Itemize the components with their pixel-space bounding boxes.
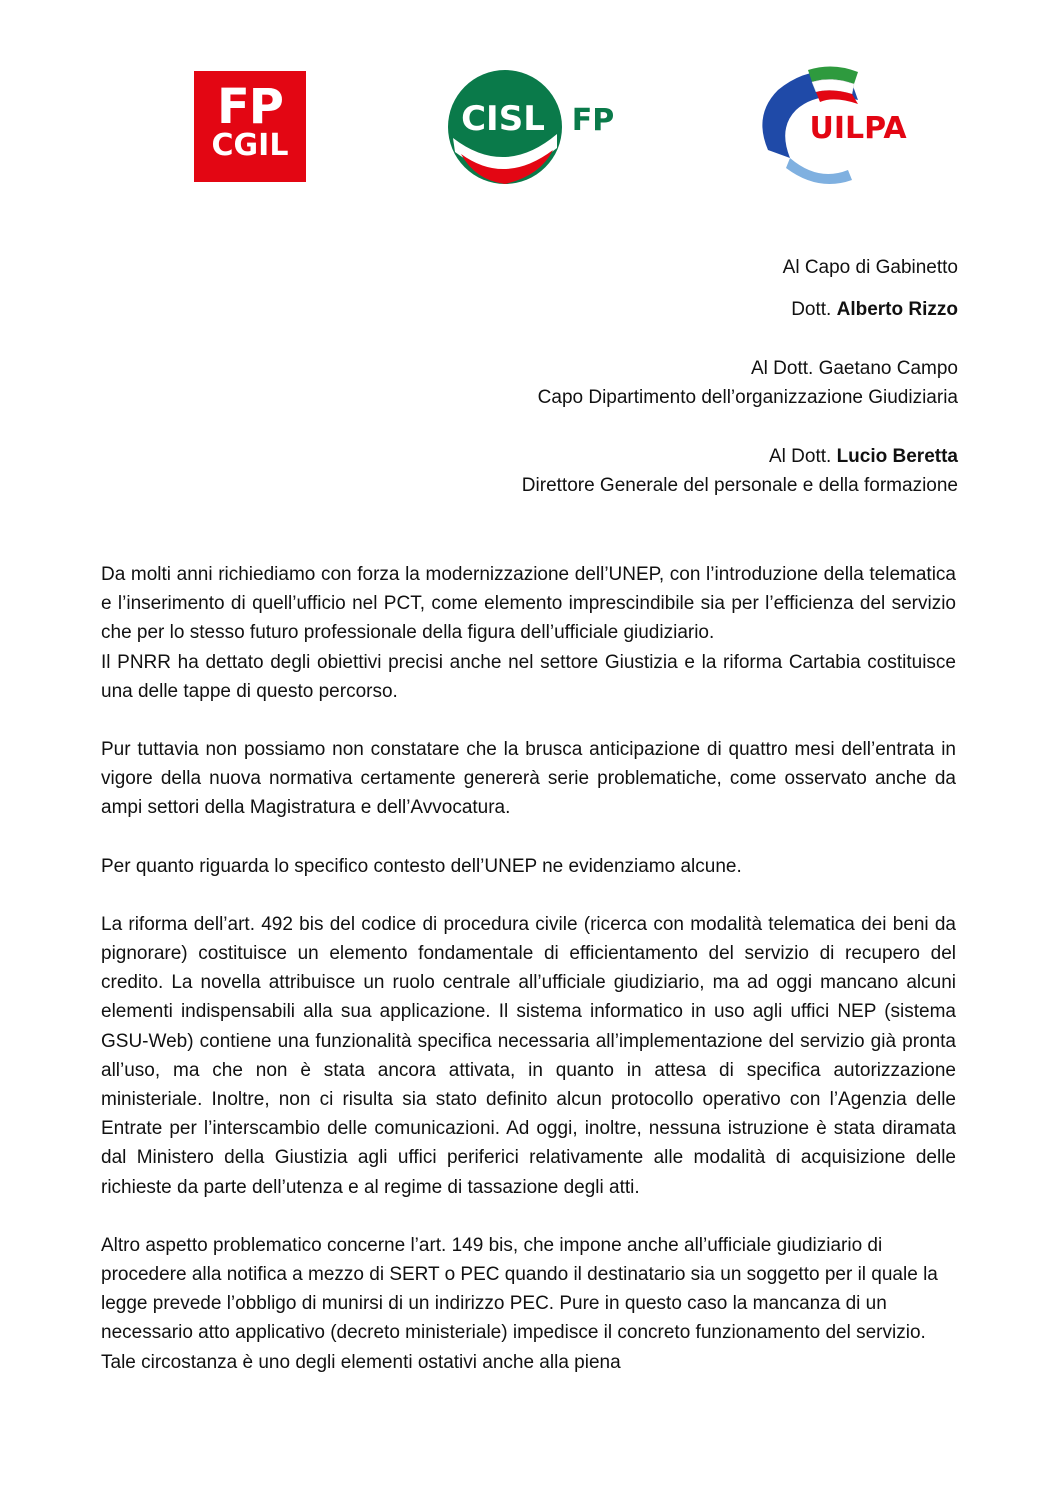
spacer (101, 823, 956, 852)
letter-body (101, 560, 956, 1377)
fp-cgil-logo-line1: FP (217, 79, 283, 135)
uilpa-logo-text: UILPA (809, 111, 907, 146)
cisl-fp-logo-right: FP (571, 103, 615, 138)
addressee-line-1: Al Capo di Gabinetto (782, 257, 958, 278)
addressee-name-rizzo: Alberto Rizzo (836, 299, 958, 320)
fp-cgil-logo (194, 71, 306, 182)
addressee-line-2 (791, 295, 958, 324)
spacer (101, 706, 956, 735)
addressee-title: Dott. (791, 299, 832, 320)
cisl-fp-logo (445, 68, 625, 186)
cisl-fp-logo-left: CISL (461, 99, 545, 139)
uilpa-logo (748, 60, 908, 185)
addressee-title-2: Al Dott. (768, 446, 832, 467)
paragraph-1: Da molti anni richiediamo con forza la modernizzazione dell’UNEP, con l’introduzione della telematica e l’inserimento di quell’ufficio nel PCT, come elemento imprescindibile sia per l’efficienza del servizio che per lo stesso futuro professionale della figura dell’ufficiale giudiziario. (101, 564, 956, 644)
logo-bar (0, 60, 1058, 190)
spacer (101, 881, 956, 910)
addressee-line-4: Capo Dipartimento dell’organizzazione Giudiziaria (537, 387, 958, 408)
paragraph-2: Il PNRR ha dettato degli obiettivi precisi anche nel settore Giustizia e la riforma Cartabia costituisce una delle tappe di questo percorso. (101, 651, 956, 702)
paragraph-5: La riforma dell’art. 492 bis del codice di procedura civile (ricerca con modalità telematica dei beni da pignorare) costituisce un elemento fondamentale di efficientamento del servizio di recupero del credito. La novella attribuisce un ruolo centrale all’ufficiale giudiziario, ma ad oggi mancano alcuni elementi indispensabili alla sua applicazione. Il sistema informatico in uso agli uffici NEP (sistema GSU-Web) contiene una funzionalità specifica necessaria all’implementazione del servizio già pronta all’uso, ma che non è stata ancora attivata, in quanto in attesa di specifica autorizzazione ministeriale. Inoltre, non ci risulta sia stato definito alcun protocollo operativo con l’Agenzia delle Entrate per l’interscambio delle comunicazioni. Ad oggi, inoltre, nessuna istruzione è stata diramata dal Ministero della Giustizia agli uffici periferici relativamente alle modalità di acquisizione delle richieste da parte dell’utenza e al regime di tassazione degli atti. (101, 913, 956, 1198)
addressee-line-3: Al Dott. Gaetano Campo (751, 358, 958, 379)
paragraph-4: Per quanto riguarda lo specifico contesto dell’UNEP ne evidenziamo alcune. (101, 855, 742, 877)
spacer (101, 1202, 956, 1231)
addressee-line-6: Direttore Generale del personale e della formazione (521, 475, 958, 496)
paragraph-3: Pur tuttavia non possiamo non constatare che la brusca anticipazione di quattro mesi dell’entrata in vigore della nuova normativa certamente genererà serie problematiche, come osservato anche da ampi settori della Magistratura e dell’Avvocatura. (101, 739, 956, 819)
paragraph-6: Altro aspetto problematico concerne l’art. 149 bis, che impone anche all’ufficiale giudiziario di procedere alla notifica a mezzo di SERT o PEC quando il destinatario sia un soggetto per il quale la legge prevede l’obbligo di munirsi di un indirizzo PEC. Pure in questo caso la mancanza di un necessario atto applicativo (decreto ministeriale) impedisce il concreto funzionamento del servizio. Tale circostanza è uno degli elementi ostativi anche alla piena (101, 1234, 938, 1373)
addressee-name-beretta: Lucio Beretta (836, 446, 958, 467)
fp-cgil-logo-line2: CGIL (211, 128, 289, 163)
addressee-line-5 (769, 442, 958, 471)
